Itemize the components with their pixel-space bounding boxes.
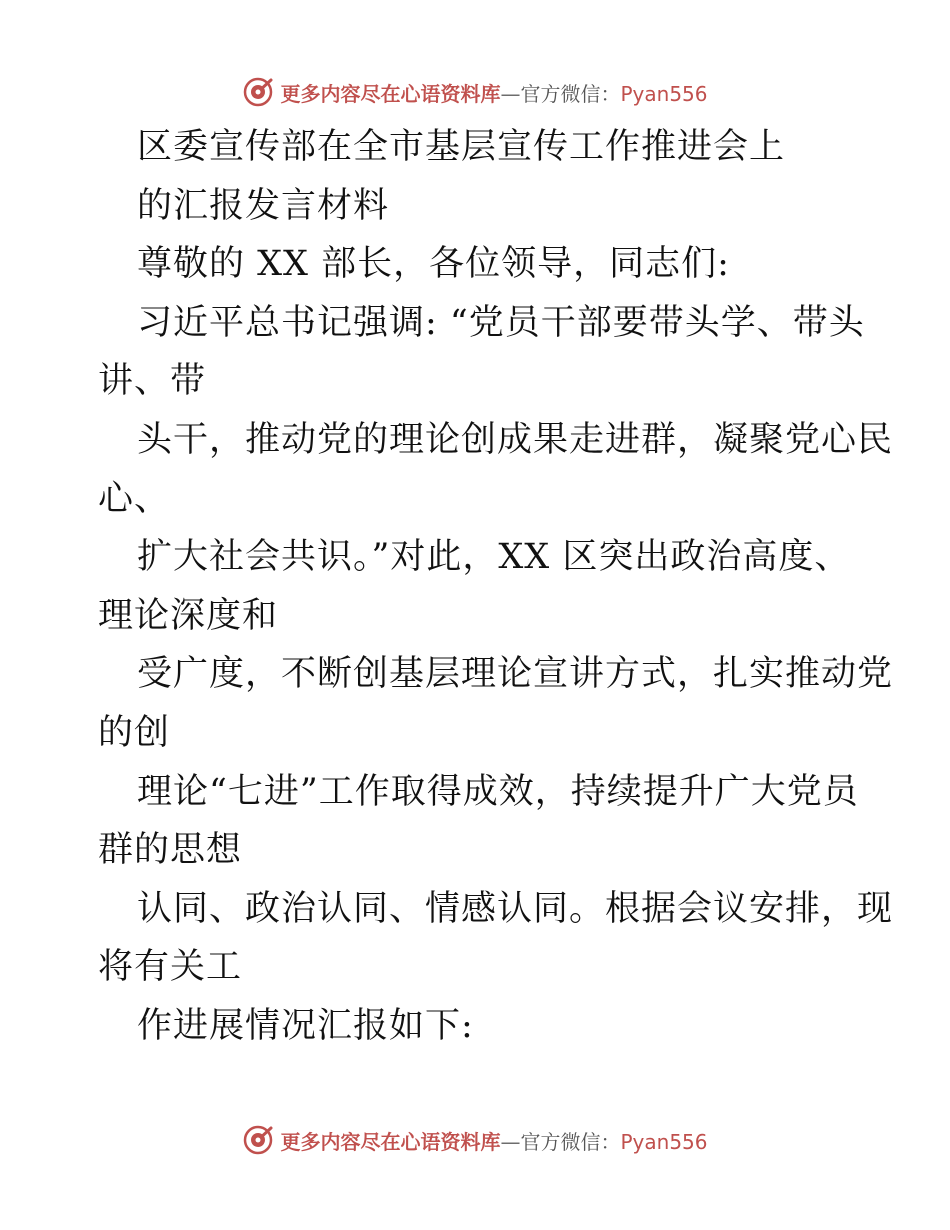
document-line: 尊敬的 XX 部长，各位领导，同志们: bbox=[137, 244, 730, 285]
watermark-text bbox=[280, 1126, 707, 1155]
document-line: 区委宣传部在全市基层宣传工作推进会上 bbox=[137, 127, 786, 167]
watermark-handle: Pyan556 bbox=[620, 81, 708, 106]
watermark-group bbox=[242, 1124, 707, 1156]
document-line: 习近平总书记强调: “党员干部要带头学、带头 bbox=[137, 302, 865, 343]
document-line: 理论“七进”工作取得成效，持续提升广大党员 bbox=[137, 771, 859, 812]
watermark-brand: 更多内容尽在心语资料库 bbox=[280, 1129, 501, 1154]
document-line: 讲、带 bbox=[98, 361, 207, 402]
watermark-dash: — bbox=[500, 1129, 521, 1154]
watermark-group bbox=[242, 76, 707, 108]
document-line: 理论深度和 bbox=[98, 595, 279, 636]
watermark-official: 官方微信： bbox=[520, 81, 621, 106]
document-line: 的创 bbox=[98, 713, 171, 753]
pen-logo-icon bbox=[242, 1124, 274, 1156]
watermark-text bbox=[280, 78, 707, 107]
document-line: 心、 bbox=[98, 478, 171, 519]
document-line: 将有关工 bbox=[98, 947, 243, 988]
pen-logo-icon bbox=[242, 76, 274, 108]
watermark-handle: Pyan556 bbox=[620, 1129, 708, 1154]
document-line: 扩大社会共识。”对此，XX 区突出政治高度、 bbox=[137, 537, 851, 578]
document-line: 受广度，不断创基层理论宣讲方式，扎实推动党 bbox=[137, 654, 894, 695]
document-line: 作进展情况汇报如下: bbox=[137, 1006, 474, 1046]
document-line: 认同、政治认同、情感认同。根据会议安排，现 bbox=[137, 888, 894, 929]
document-line: 头干，推动党的理论创成果走进群，凝聚党心民 bbox=[137, 420, 894, 460]
document-line: 的汇报发言材料 bbox=[137, 185, 390, 226]
document-line: 群的思想 bbox=[98, 830, 243, 871]
footer-watermark bbox=[0, 1120, 950, 1160]
watermark-dash: — bbox=[500, 81, 521, 106]
watermark-brand: 更多内容尽在心语资料库 bbox=[280, 81, 501, 106]
watermark-official: 官方微信： bbox=[520, 1129, 621, 1154]
header-watermark bbox=[0, 72, 950, 112]
